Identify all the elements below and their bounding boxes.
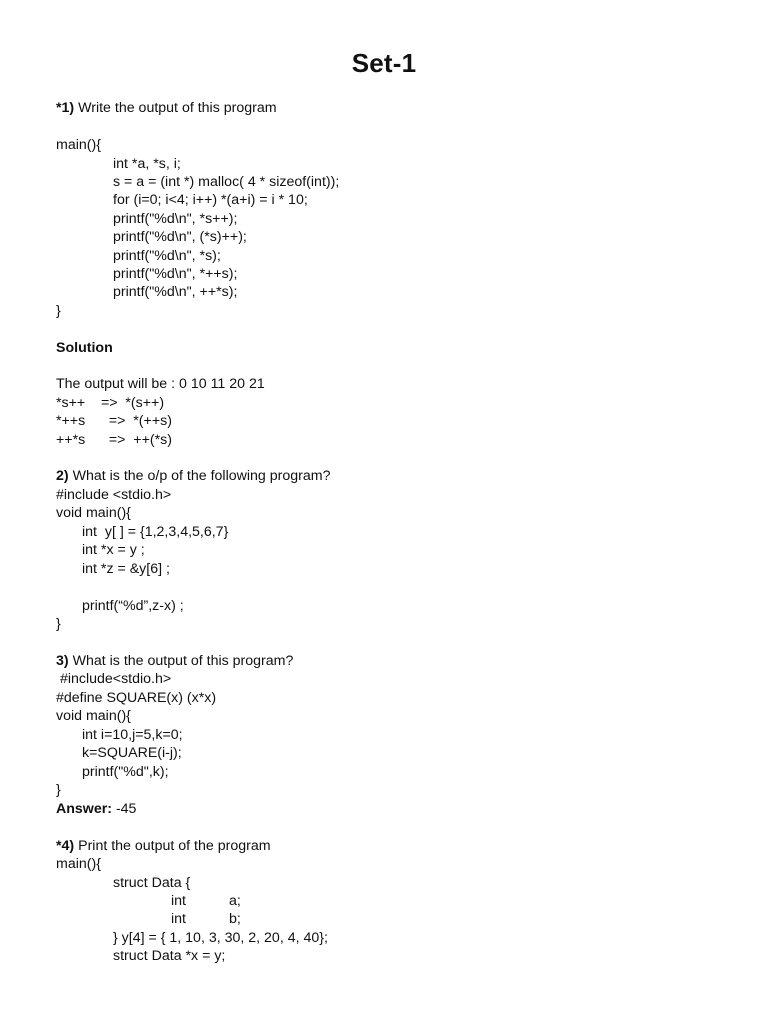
code-line: main(){ [56, 137, 101, 153]
code-line: printf(“%d”,z-x) ; [82, 598, 184, 614]
question-4-number: 4) [61, 838, 75, 854]
question-4-heading [56, 837, 271, 855]
code-line: s = a = (int *) malloc( 4 * sizeof(int)); [113, 174, 340, 190]
question-1-text: Write the output of this program [78, 100, 277, 116]
code-line: printf("%d\n", *s); [113, 248, 221, 264]
code-line: } [56, 616, 61, 632]
code-line: #define SQUARE(x) (x*x) [56, 690, 217, 706]
question-3-text: What is the output of this program? [72, 653, 294, 669]
question-2-heading [56, 467, 330, 485]
code-line: int *x = y ; [82, 542, 145, 558]
code-line: printf("%d\n", (*s)++); [113, 229, 247, 245]
question-3-heading [56, 652, 293, 670]
code-token: a; [229, 893, 241, 909]
code-line: struct Data *x = y; [113, 948, 226, 964]
solution-line: *++s => *(++s) [56, 413, 172, 429]
code-line: void main(){ [56, 505, 131, 521]
code-token: int [171, 911, 186, 927]
code-line: #include<stdio.h> [56, 671, 172, 687]
question-1-heading [56, 99, 277, 117]
answer-label: Answer: [56, 801, 112, 817]
code-line: k=SQUARE(i-j); [82, 745, 182, 761]
question-4-text: Print the output of the program [78, 838, 271, 854]
code-line: printf("%d\n", *++s); [113, 266, 238, 282]
code-line: for (i=0; i<4; i++) *(a+i) = i * 10; [113, 192, 308, 208]
code-line: } [56, 303, 61, 319]
question-2-text: What is the o/p of the following program? [72, 468, 331, 484]
code-token: b; [229, 911, 241, 927]
answer-line [56, 800, 136, 818]
code-line: int y[ ] = {1,2,3,4,5,6,7} [82, 524, 229, 540]
solution-line: The output will be : 0 10 11 20 21 [56, 376, 265, 392]
page-title: Set-1 [351, 48, 417, 78]
code-line: main(){ [56, 856, 101, 872]
code-line: } y[4] = { 1, 10, 3, 30, 2, 20, 4, 40}; [113, 930, 328, 946]
code-line: #include <stdio.h> [56, 487, 172, 503]
code-line: int *a, *s, i; [113, 156, 181, 172]
solution-line: ++*s => ++(*s) [56, 432, 172, 448]
code-line: int i=10,j=5,k=0; [82, 727, 183, 743]
question-2-number: 2) [56, 468, 69, 484]
solution-label: Solution [56, 340, 113, 356]
code-line: struct Data { [113, 875, 191, 891]
answer-value: -45 [115, 801, 137, 817]
code-line: printf("%d\n", ++*s); [113, 284, 238, 300]
code-token: int [171, 893, 186, 909]
question-1-star: * [56, 100, 62, 116]
code-line: } [56, 782, 61, 798]
solution-line: *s++ => *(s++) [56, 395, 165, 411]
code-line: printf("%d\n", *s++); [113, 211, 238, 227]
code-line: int *z = &y[6] ; [82, 561, 170, 577]
code-line: printf("%d",k); [82, 764, 169, 780]
question-3-number: 3) [56, 653, 69, 669]
code-line: void main(){ [56, 708, 131, 724]
question-4-star: * [56, 838, 62, 854]
question-1-number: 1) [61, 100, 75, 116]
